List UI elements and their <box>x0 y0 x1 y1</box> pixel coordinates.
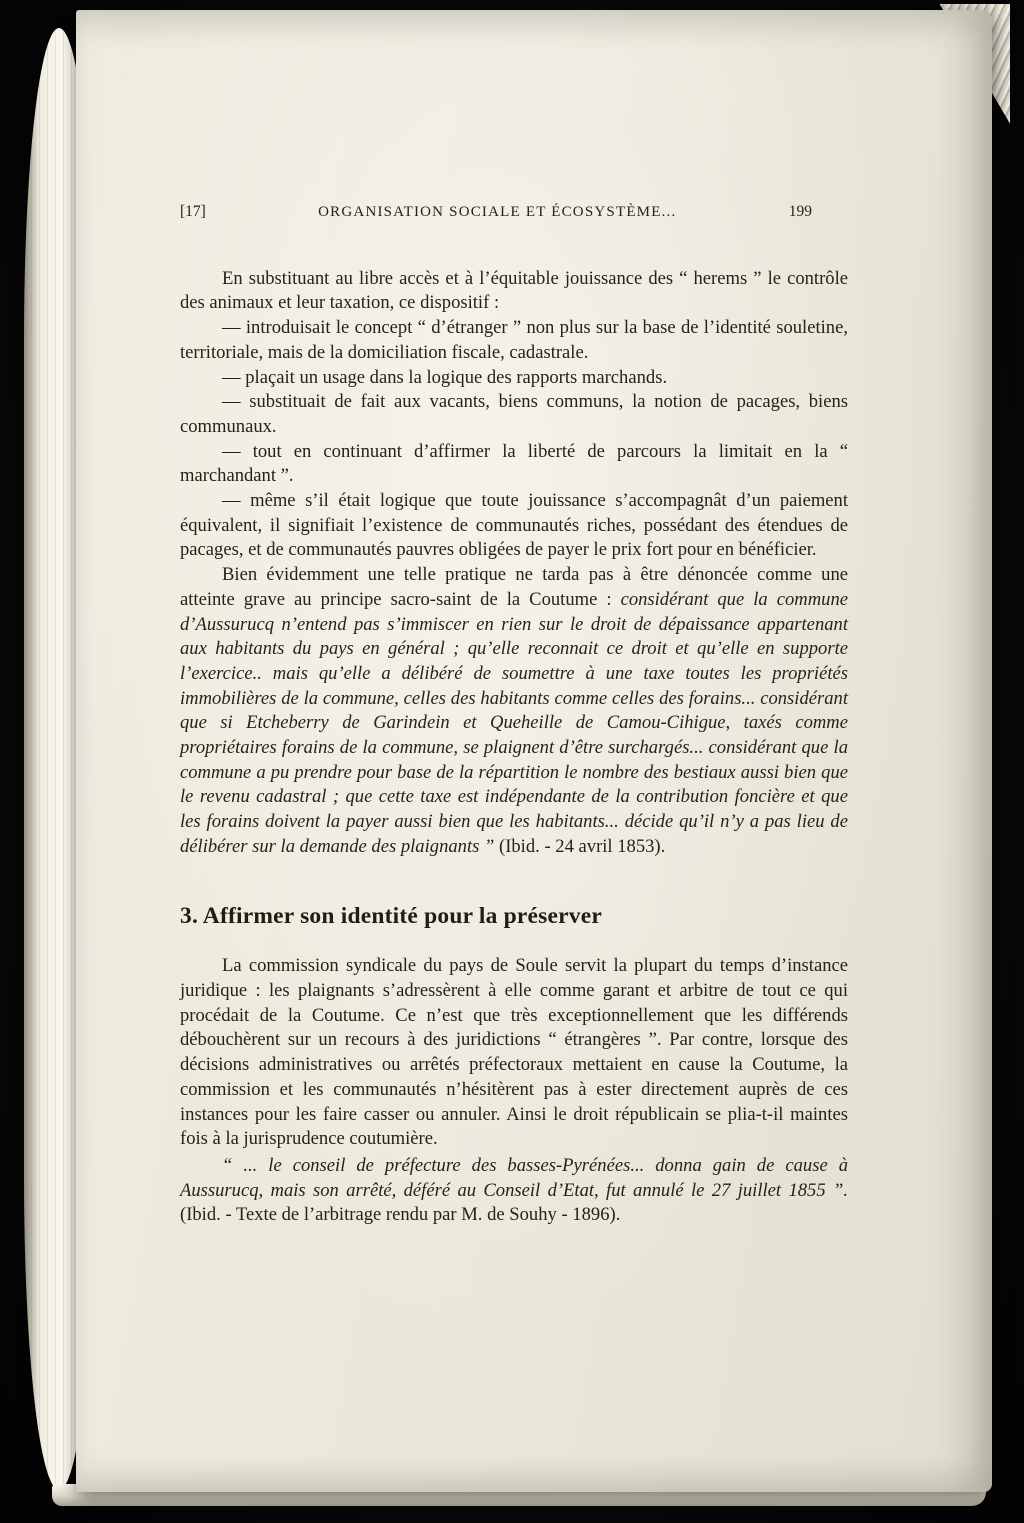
book-page <box>76 10 992 1492</box>
quote-lead-text: Bien évidemment une telle pratique ne tarda pas à être dénoncée comme une atteinte grave au principe sacro-saint de la Coutume : <box>180 564 848 610</box>
paragraph-quote-deliberation <box>180 563 848 859</box>
quote-citation: (Ibid. - Texte de l’arbitrage rendu par M. de Souhy - 1896). <box>180 1204 621 1226</box>
quote-citation: (Ibid. - 24 avril 1853). <box>499 835 666 857</box>
text-column <box>180 200 848 1228</box>
quote-italic-text: “ ... le conseil de préfecture des basses-Pyrénées... donna gain de cause à Aussurucq, mais son arrêté, déféré au Conseil d’Etat, fut annulé le 27 juillet 1855 ”. <box>180 1154 848 1201</box>
page-header <box>180 200 848 225</box>
paragraph-commission: La commission syndicale du pays de Soule servit la plupart du temps d’instance juridique : les plaignants s’adressèrent à elle comme garant et arbitre de tout ce qui procédait de la Coutume. Ce n’est que très exceptionnellement que les différends débouchèrent sur un recours à des juridictions “ étrangères ”. Par contre, lorsque des décisions administratives ou arrêtés préfectoraux mettaient en cause la Coutume, la commission et les communautés n’hésitèrent pas à ester directement auprès de ces instances pour les faire casser ou annuler. Ainsi le droit républicain se plia-t-il maintes fois à la jurisprudence coutumière. <box>180 955 848 1150</box>
paragraph-quote-conseil <box>180 1154 848 1228</box>
quote-italic-text: considérant que la commune d’Aussurucq n’entend pas s’immiscer en rien sur le droit de dépaissance appartenant aux habitants du pays en général ; qu’elle reconnait ce droit et qu’elle en supporte l’exercice.. mais qu’elle a délibéré de soumettre à une taxe toutes les propriétés immobilières de la commune, celles des habitants comme celles des forains... considérant que si Etcheberry de Garindein et Queheille de Camou-Cihigue, taxés comme propriétaires forains de la commune, se plaignent d’être surchargés... considérant que la commune a pu prendre pour base de la répartition le nombre des bestiaux aussi bien que le revenu cadastral ; que cette taxe est indépendante de la contribution foncière et que les forains doivent la payer aussi bien que les habitants... décide qu’il n’y a pas lieu de délibérer sur la demande des plaignants ” <box>180 588 848 857</box>
paragraph-dash-item-2: — plaçait un usage dans la logique des rapports marchands. <box>222 366 668 388</box>
section-heading: 3. Affirmer son identité pour la préserver <box>180 902 602 929</box>
paragraph-dash-item-3: — substituait de fait aux vacants, biens communs, la notion de pacages, biens communaux. <box>180 391 848 437</box>
header-running-title: ORGANISATION SOCIALE ET ÉCOSYSTÈME... <box>318 204 677 220</box>
paragraph-dash-item-5: — même s’il était logique que toute jouissance s’accompagnât d’un paiement équivalent, il signifiait l’existence de communautés riches, possédant des étendues de pacages, et de communautés pauvres obligées de payer le prix fort pour en bénéficier. <box>180 490 848 561</box>
paragraph-dash-item-1: — introduisait le concept “ d’étranger ” non plus sur la base de l’identité souletine, territoriale, mais de la domiciliation fiscale, cadastrale. <box>180 317 848 363</box>
paragraph-dash-item-4: — tout en continuant d’affirmer la liberté de parcours la limitait en la “ marchandant ”. <box>180 440 848 487</box>
header-article-ref: [17] <box>180 203 206 220</box>
paragraph-intro: En substituant au libre accès et à l’équitable jouissance des “ herems ” le contrôle des animaux et leur taxation, ce dispositif : <box>180 267 848 314</box>
header-page-number: 199 <box>788 203 812 220</box>
